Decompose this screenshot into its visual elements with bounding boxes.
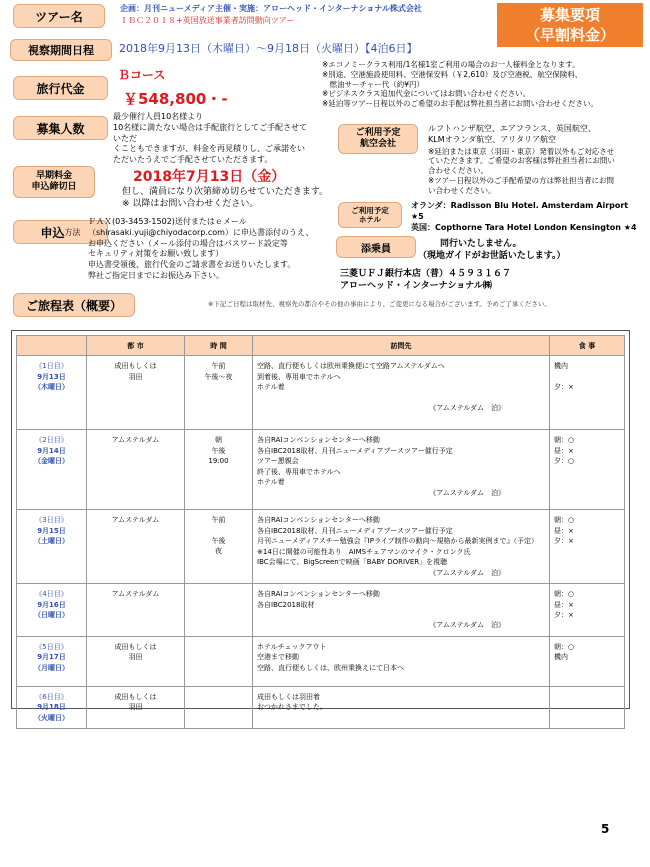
day-cell bbox=[17, 430, 87, 510]
time-line: 19:00 bbox=[208, 457, 229, 465]
tour-organizer: 企画：月刊ニューメディア主催・実施：アローヘッド・インターナショナル株式会社 bbox=[120, 4, 422, 13]
visit-line: おつかれさまでした。 bbox=[257, 703, 327, 711]
hotel-label-line2: ホテル bbox=[358, 215, 382, 224]
time-cell bbox=[185, 584, 253, 637]
table-header-row bbox=[17, 336, 625, 356]
meal-line bbox=[554, 372, 620, 382]
time-line: 午後 bbox=[211, 536, 226, 545]
price-course: Ｂコース bbox=[118, 68, 166, 82]
meals-cell bbox=[550, 686, 625, 729]
stay-line: 《アムステルダム 泊》 bbox=[429, 488, 505, 497]
time-cell bbox=[185, 686, 253, 729]
visit-line: 空港まで移動 bbox=[257, 653, 299, 661]
time-line: 午後～夜 bbox=[204, 372, 233, 381]
bank-holder: アローヘッド・インターナショナル㈱ bbox=[340, 281, 492, 292]
day-number: 《3日目》 bbox=[35, 516, 68, 524]
tour-title: ＩＢＣ２０１８+英国放送事業者訪問動向ツアー bbox=[120, 16, 295, 25]
city-line: 成田もしくは bbox=[114, 692, 157, 701]
participants-info bbox=[113, 112, 308, 166]
visit-line: 空路、直行便もしくは、欧州乗換えにて日本へ bbox=[257, 663, 404, 672]
deadline-date: 2018年7月13日（金） bbox=[133, 169, 286, 185]
visit-line: 月刊ニューメディアスチー勉強会『IPライブ制作の動向～規格から最新実例まで』（予定） bbox=[257, 537, 539, 545]
recruit-subtitle: （早割料金） bbox=[524, 26, 615, 44]
meal-line: 昼：× bbox=[554, 600, 574, 609]
table-row bbox=[17, 584, 625, 637]
tour-dates: 2018年9月13日（木曜日）～9月18日（火曜日）【4泊6日】 bbox=[119, 42, 418, 55]
price-amount: ￥548,800・- bbox=[123, 90, 228, 108]
airline-info bbox=[428, 124, 618, 195]
table-row bbox=[17, 686, 625, 729]
apply-line: お申込ください（メール添付の場合はパスワード設定等 bbox=[88, 238, 288, 248]
time-cell bbox=[185, 636, 253, 686]
meals-cell bbox=[550, 510, 625, 584]
visit-line: 各自IBC2018取材 bbox=[257, 600, 315, 609]
day-date: 9月14日 bbox=[37, 446, 66, 455]
bank-account: 三菱ＵＦＪ銀行本店（普）４５９３１６７ bbox=[340, 269, 512, 279]
apply-line: 申込書受領後、旅行代金のご請求書をお送りいたします。 bbox=[88, 260, 296, 270]
meal-line: 夕：× bbox=[554, 537, 574, 545]
visit-line: 終了後、専用車でホテルへ bbox=[257, 467, 341, 476]
city-line: 羽田 bbox=[128, 653, 143, 661]
visits-cell bbox=[253, 686, 550, 729]
visit-line: 各自IBC2018取材、月刊ニューメディアブースツアー催行予定 bbox=[257, 446, 453, 455]
meals-cell bbox=[550, 430, 625, 510]
airline-note: ※延泊または東京（羽田・東京）発着以外もご対応させていただきます。ご希望のお客様は弊社担当者にお問い合わせください。 bbox=[428, 146, 615, 176]
day-dow: （月曜日） bbox=[34, 663, 69, 672]
visit-line: 空路、直行便もしくは欧州乗換便にて空路アムステルダムへ bbox=[257, 362, 445, 370]
day-number: 《5日目》 bbox=[35, 642, 68, 651]
airline-label-line2: 航空会社 bbox=[359, 139, 396, 149]
participants-line: くこともできますが、料金を再見積りし、ご承諾をいただいたうえでご手配させていただきます。 bbox=[113, 144, 305, 165]
hotel-label-line1: ご利用予定 bbox=[351, 205, 389, 215]
city-cell bbox=[87, 636, 185, 686]
table-row bbox=[17, 356, 625, 430]
participants-line: 10名様に満たない場合は手配旅行としてご手配させていただ bbox=[113, 122, 308, 143]
day-number: 《4日目》 bbox=[35, 590, 68, 598]
table-row bbox=[17, 636, 625, 686]
visit-line: 到着後、専用車でホテルへ bbox=[257, 372, 341, 381]
day-dow: （土曜日） bbox=[34, 537, 69, 545]
header-city: 都 市 bbox=[87, 336, 185, 356]
itinerary-label: ご旅程表（概要） bbox=[13, 293, 135, 317]
city-line: 羽田 bbox=[128, 372, 143, 381]
visit-line: IBC会場にて、BigScreenで映画「BABY DORIVER」を視聴 bbox=[257, 558, 448, 566]
price-note: ※ビジネスクラス追加代金についてはお問い合わせください。 bbox=[322, 89, 531, 99]
city-line: 成田もしくは bbox=[114, 362, 157, 370]
tour-name-label: ツアー名 bbox=[13, 4, 105, 28]
stay-line: 《アムステルダム 泊》 bbox=[429, 403, 505, 412]
visit-line: 各自RAIコンベンションセンターへ移動 bbox=[257, 516, 380, 524]
day-number: 《6日目》 bbox=[35, 692, 68, 701]
time-line: 午前 bbox=[211, 362, 226, 370]
visit-line: ホテルチェックアウト bbox=[257, 642, 327, 651]
time-line: 夜 bbox=[215, 547, 222, 555]
meal-line: 朝：○ bbox=[554, 436, 575, 444]
day-date: 9月16日 bbox=[37, 600, 66, 609]
time-cell bbox=[185, 430, 253, 510]
apply-line: ＦＡＸ(03-3453-1502)送付またはｅメール bbox=[88, 217, 247, 226]
visit-line: 各自RAIコンベンションセンターへ移動 bbox=[257, 590, 380, 598]
city-cell bbox=[87, 686, 185, 729]
airline-label-line1: ご利用予定 bbox=[355, 127, 401, 138]
hotel-label bbox=[338, 202, 402, 228]
time-line: 午後 bbox=[211, 446, 226, 455]
price-note: ※エコノミークラス利用/1名様1室ご利用の場合のお一人様料金となります。 bbox=[322, 60, 580, 69]
apply-line: セキュリティ対策をお願い致します） bbox=[88, 249, 224, 259]
day-date: 9月17日 bbox=[37, 653, 66, 661]
visit-line: 各自IBC2018取材、月刊ニューメディアブースツアー催行予定 bbox=[257, 526, 453, 535]
time-line: 朝 bbox=[215, 436, 222, 444]
meal-line: 昼：× bbox=[554, 446, 574, 455]
day-date: 9月13日 bbox=[37, 372, 66, 381]
day-dow: （金曜日） bbox=[34, 457, 69, 465]
visits-cell bbox=[253, 636, 550, 686]
apply-method bbox=[88, 217, 338, 282]
visit-line: ホテル着 bbox=[257, 478, 285, 486]
time-line bbox=[189, 526, 248, 536]
city-line: アムステルダム bbox=[111, 436, 160, 444]
time-cell bbox=[185, 356, 253, 430]
meal-line: 昼：× bbox=[554, 526, 574, 535]
day-cell bbox=[17, 686, 87, 729]
time-line: 午前 bbox=[211, 516, 226, 524]
meal-line: 朝：○ bbox=[554, 516, 575, 524]
hotel-line: 英国：Copthorne Tara Hotel London Kensington ★4 bbox=[411, 222, 637, 232]
meal-line: 機内 bbox=[554, 653, 568, 661]
meal-line: 夕：○ bbox=[554, 457, 575, 465]
meal-line: 夕：× bbox=[554, 382, 574, 391]
day-number: 《2日目》 bbox=[35, 436, 68, 444]
deadline-note-2: ※ 以降はお問い合わせください。 bbox=[122, 199, 259, 209]
header-day bbox=[17, 336, 87, 356]
day-date: 9月15日 bbox=[37, 526, 66, 535]
participants-label: 募集人数 bbox=[13, 116, 108, 140]
visits-cell bbox=[253, 510, 550, 584]
deadline-note: 但し、満員になり次第締め切らせていただきます。 bbox=[122, 187, 329, 197]
day-cell bbox=[17, 636, 87, 686]
hotel-line: オランダ：Radisson Blu Hotel. Amsterdam Airport ★5 bbox=[411, 201, 629, 221]
city-line: 羽田 bbox=[128, 703, 143, 711]
city-cell bbox=[87, 510, 185, 584]
apply-line: （shirasaki.yuji@chiyodacorp.com）に申込書添付のうえ、 bbox=[88, 227, 314, 237]
deadline-label bbox=[13, 166, 95, 198]
visit-line: ホテル着 bbox=[257, 383, 285, 391]
recruit-title: 募集要項 bbox=[539, 6, 600, 24]
stay-line: 《アムステルダム 泊》 bbox=[429, 568, 505, 577]
city-line: アムステルダム bbox=[111, 590, 160, 598]
airline-line: ルフトハンザ航空、エアフランス、英国航空、 bbox=[428, 124, 596, 133]
time-cell bbox=[185, 510, 253, 584]
price-notes bbox=[322, 60, 637, 109]
visits-cell bbox=[253, 356, 550, 430]
visits-cell bbox=[253, 584, 550, 637]
meals-cell bbox=[550, 584, 625, 637]
itinerary-note: ※下記ご日程は取材先、視察先の都合やその他の事由により、ご変更になる場合がございます。予めご了承ください。 bbox=[208, 300, 551, 308]
visit-line: 各自RAIコンベンションセンターへ移動 bbox=[257, 436, 380, 444]
apply-line: 弊社ご指定日までにお振込み下さい。 bbox=[88, 270, 224, 280]
header-time: 時 間 bbox=[185, 336, 253, 356]
day-number: 《1日目》 bbox=[35, 362, 68, 370]
page-number: 5 bbox=[601, 822, 610, 836]
meal-line: 朝：○ bbox=[554, 642, 575, 651]
day-date: 9月18日 bbox=[37, 703, 66, 711]
price-note: ※延泊等ツアー日程以外のご希望のお手配は弊社担当者にお問い合わせください。 bbox=[322, 99, 599, 108]
visit-line: ツアー懇親会 bbox=[257, 457, 299, 465]
day-dow: （火曜日） bbox=[34, 713, 69, 722]
visit-line: ※14日に開催の可能性あり AIMSチェアマンのマイク・クロンク氏 bbox=[257, 547, 471, 556]
price-label: 旅行代金 bbox=[13, 76, 108, 100]
visits-cell bbox=[253, 430, 550, 510]
airline-label bbox=[338, 124, 418, 154]
visit-line: 成田もしくは羽田着 bbox=[257, 692, 320, 701]
airline-line: KLMオランダ航空、アリタリア航空 bbox=[428, 134, 556, 144]
price-note: 燃油サーチャー代（約¥円） bbox=[322, 79, 425, 89]
apply-label-prefix: 申込 bbox=[40, 225, 65, 240]
participants-line: 最少催行人員10名様より bbox=[113, 112, 204, 121]
deadline-label-line1: 早期料金 bbox=[35, 170, 72, 181]
city-cell bbox=[87, 584, 185, 637]
day-dow: （木曜日） bbox=[34, 383, 69, 391]
airline-note: ※ツアー日程以外のご手配希望の方は弊社担当者にお問い合わせください。 bbox=[428, 175, 615, 195]
meals-cell bbox=[550, 356, 625, 430]
day-cell bbox=[17, 356, 87, 430]
header-visits: 訪問先 bbox=[253, 336, 550, 356]
city-line: 成田もしくは bbox=[114, 642, 157, 651]
meal-line: 機内 bbox=[554, 362, 568, 370]
header-meals: 食 事 bbox=[550, 336, 625, 356]
city-line: アムステルダム bbox=[111, 516, 160, 524]
meals-cell bbox=[550, 636, 625, 686]
price-note: ※別途、空港施設使用料、空港保安料（￥2,610）及び空港税、航空保険料、 bbox=[322, 69, 583, 79]
escort-line: （現地ガイドがお世話いたします。） bbox=[418, 251, 566, 262]
meal-line: 夕：× bbox=[554, 611, 574, 619]
day-cell bbox=[17, 584, 87, 637]
bank-info bbox=[340, 268, 511, 292]
stay-line: 《アムステルダム 泊》 bbox=[429, 621, 505, 629]
escort-line: 同行いたしません。 bbox=[440, 239, 522, 249]
deadline-label-line2: 申込締切日 bbox=[31, 182, 77, 192]
meal-line: 朝：○ bbox=[554, 590, 575, 598]
day-cell bbox=[17, 510, 87, 584]
itinerary-table bbox=[16, 335, 625, 729]
hotel-info bbox=[411, 201, 641, 233]
apply-label-suffix: 方法 bbox=[64, 227, 81, 237]
city-cell bbox=[87, 356, 185, 430]
dates-label: 視察期間日程 bbox=[10, 39, 112, 61]
escort-info bbox=[418, 238, 566, 262]
table-row bbox=[17, 510, 625, 584]
recruit-badge bbox=[497, 3, 643, 47]
day-dow: （日曜日） bbox=[34, 611, 69, 619]
table-row bbox=[17, 430, 625, 510]
escort-label: 添乗員 bbox=[336, 236, 416, 258]
city-cell bbox=[87, 430, 185, 510]
